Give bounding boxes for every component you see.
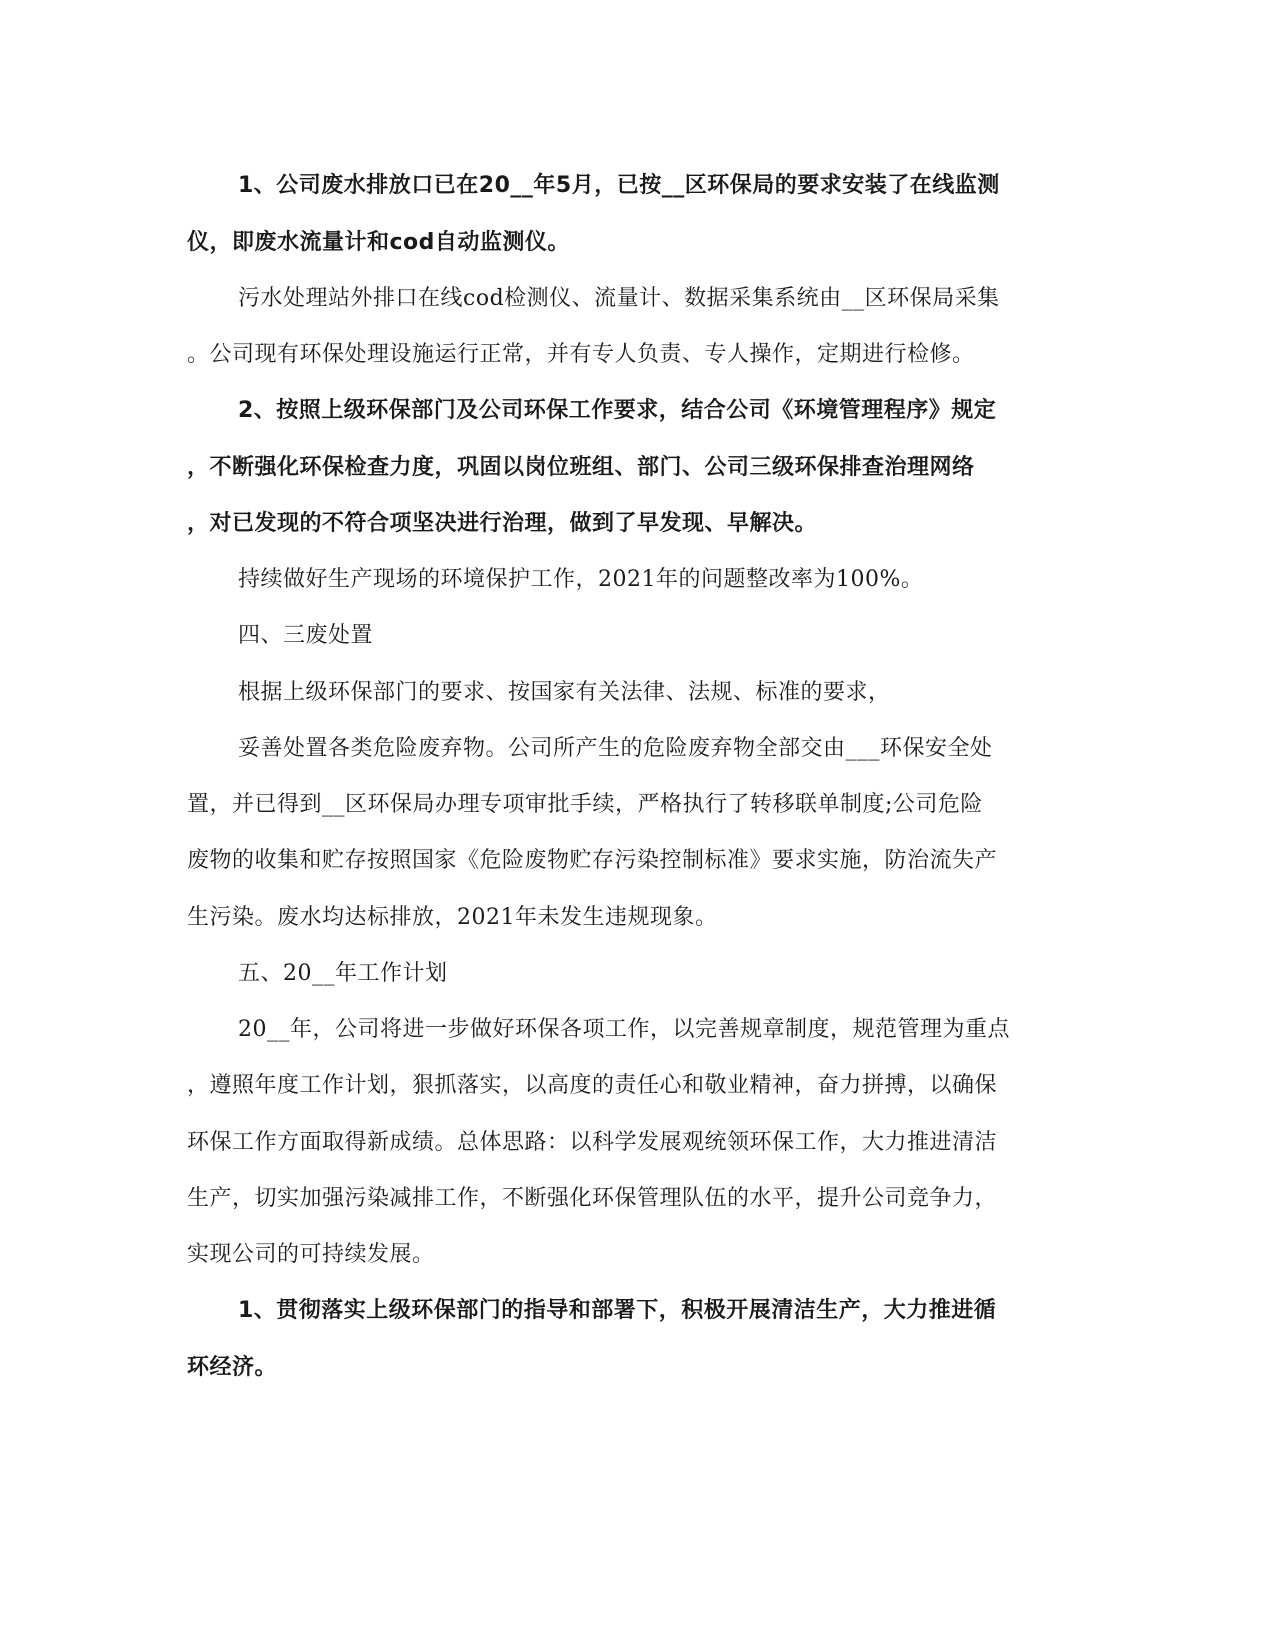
paragraph-6-line-4: 生污染。废水均达标排放，2021年未发生违规现象。 [187,905,718,930]
paragraph-2-line-2: 。公司现有环保处理设施运行正常，并有专人负责、专人操作，定期进行检修。 [187,342,975,367]
paragraph-5-line-1: 根据上级环保部门的要求、按国家有关法律、法规、标准的要求， [238,680,891,705]
paragraph-8-line-1: 1、贯彻落实上级环保部门的指导和部署下，积极开展清洁生产，大力推进循 [238,1298,997,1323]
paragraph-1-line-1: 1、公司废水排放口已在20__年5月，已按__区环保局的要求安装了在线监测 [238,173,1000,198]
paragraph-7-line-3: 环保工作方面取得新成绩。总体思路：以科学发展观统领环保工作，大力推进清洁 [187,1130,998,1155]
paragraph-6-line-2: 置，并已得到__区环保局办理专项审批手续，严格执行了转移联单制度;公司危险 [187,792,983,817]
paragraph-7-line-1: 20__年，公司将进一步做好环保各项工作，以完善规章制度，规范管理为重点 [238,1017,1010,1042]
paragraph-6-line-1: 妥善处置各类危险废弃物。公司所产生的危险废弃物全部交由___环保安全处 [238,736,993,761]
section-heading-five: 五、20__年工作计划 [238,961,448,986]
section-heading-four: 四、三废处置 [238,623,374,648]
paragraph-7-line-4: 生产，切实加强污染减排工作，不断强化环保管理队伍的水平，提升公司竞争力， [187,1186,998,1211]
paragraph-3-line-1: 2、按照上级环保部门及公司环保工作要求，结合公司《环境管理程序》规定 [238,398,997,423]
paragraph-7-line-5: 实现公司的可持续发展。 [187,1242,435,1267]
paragraph-8-line-2: 环经济。 [187,1355,278,1380]
paragraph-4-line-1: 持续做好生产现场的环境保护工作，2021年的问题整改率为100%。 [238,567,924,592]
paragraph-6-line-3: 废物的收集和贮存按照国家《危险废物贮存污染控制标准》要求实施，防治流失产 [187,848,998,873]
paragraph-1-line-2: 仪，即废水流量计和cod自动监测仪。 [187,230,570,255]
paragraph-7-line-2: ，遵照年度工作计划，狠抓落实，以高度的责任心和敬业精神，奋力拼搏，以确保 [187,1073,998,1098]
paragraph-2-line-1: 污水处理站外排口在线cod检测仪、流量计、数据采集系统由__区环保局采集 [238,286,1000,311]
paragraph-3-line-3: ，对已发现的不符合项坚决进行治理，做到了早发现、早解决。 [187,511,818,536]
paragraph-3-line-2: ，不断强化环保检查力度，巩固以岗位班组、部门、公司三级环保排查治理网络 [187,455,975,480]
